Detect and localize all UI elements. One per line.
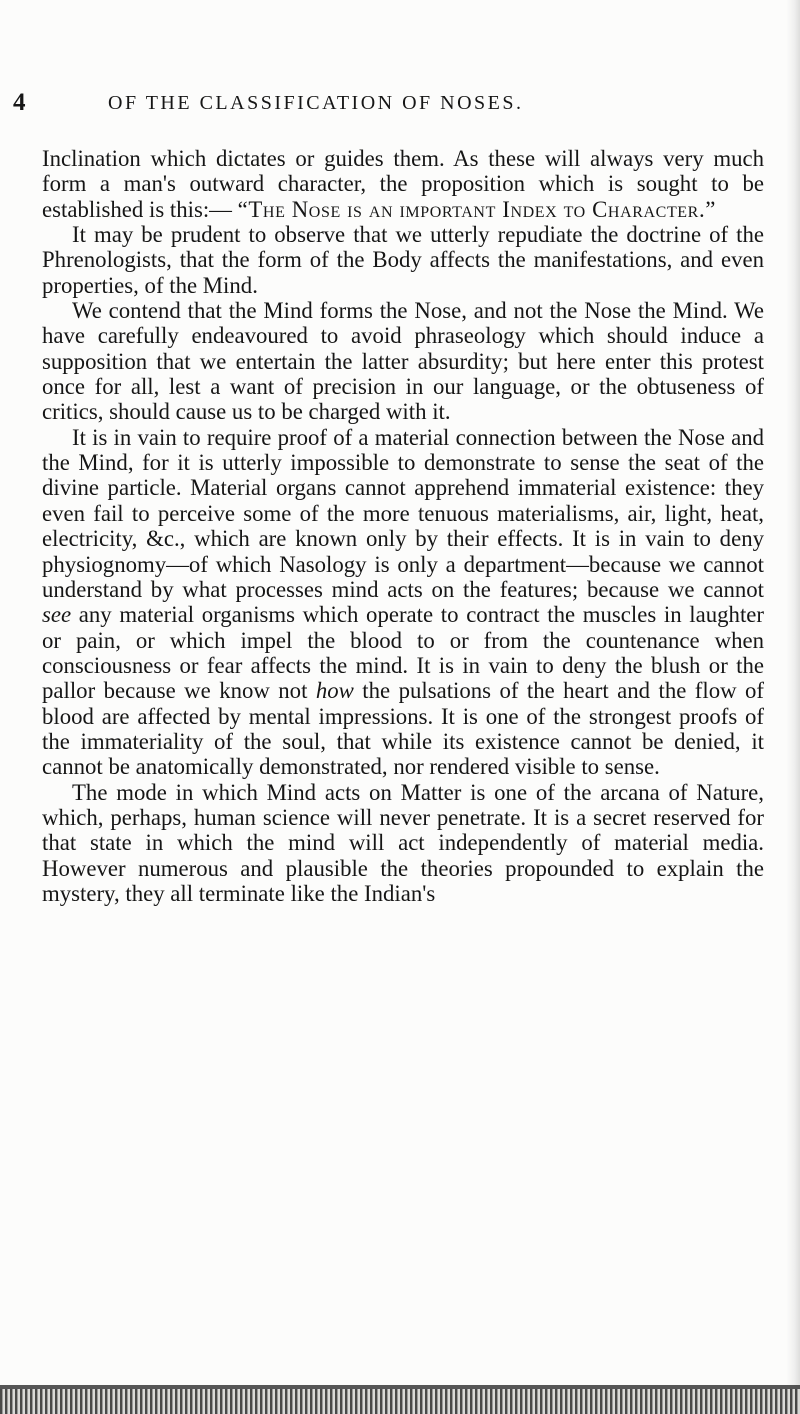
bottom-page-edge xyxy=(0,1385,800,1414)
paragraph-3: We contend that the Mind forms the Nose, and not the Nose the Mind. We have carefully endeavoured to avoid phraseology which should induce a supposition that we entertain the latter absurdity; but here enter this protest once for all, lest a want of precision in our language, or the obtuseness of critics, should cause us to be charged with it. xyxy=(42,298,764,425)
emphasis-see: see xyxy=(42,602,72,628)
page-number: 4 xyxy=(13,89,26,116)
paragraph-4-part-3: the pulsations of the heart and the flow of blood are affected by mental impressions. It is one of the strongest proofs of the immateriality of the soul, that while its existence cannot be denied, it cannot be anatomically demonstrated, nor rendered visible to sense. xyxy=(42,678,764,780)
paragraph-4-part-1: It is in vain to require proof of a material connection between the Nose and the Mind, for it is utterly impossible to demonstrate to sense the seat of the divine particle. Material organs cannot apprehend immaterial existence: they even fail to perceive some of the more tenuous materialisms, air, light, heat, electricity, &c., which are known only by their effects. It is in vain to deny physiognomy—of which Nasology is only a department—because we cannot understand by what processes mind acts on the features; because we cannot xyxy=(42,424,764,602)
paragraph-4 xyxy=(42,425,764,780)
page-header xyxy=(0,86,800,116)
paragraph-1-text: Inclination which dictates or guides them. As these will always very much form a man's outward character, the proposition which is sought to be established is this:— xyxy=(42,146,764,222)
proposition-statement: “The Nose is an important Index to Character.” xyxy=(237,196,716,222)
emphasis-how: how xyxy=(315,678,354,704)
spine-shadow xyxy=(786,0,800,1414)
running-title: OF THE CLASSIFICATION OF NOSES. xyxy=(108,92,524,114)
paragraph-1 xyxy=(42,146,764,222)
paragraph-2: It may be prudent to observe that we utterly repudiate the doctrine of the Phrenologists, that the form of the Body affects the manifestations, and even properties, of the Mind. xyxy=(42,222,764,298)
body-text xyxy=(42,146,764,906)
paragraph-4-part-2: any material organisms which operate to contract the muscles in laughter or pain, or which impel the blood to or from the countenance when consciousness or fear affects the mind. It is in vain to deny the blush or the pallor because we know not xyxy=(42,602,764,704)
paragraph-5: The mode in which Mind acts on Matter is one of the arcana of Nature, which, perhaps, human science will never penetrate. It is a secret reserved for that state in which the mind will act independently of material media. However numerous and plausible the theories propounded to explain the mystery, they all terminate like the Indian's xyxy=(42,779,764,906)
